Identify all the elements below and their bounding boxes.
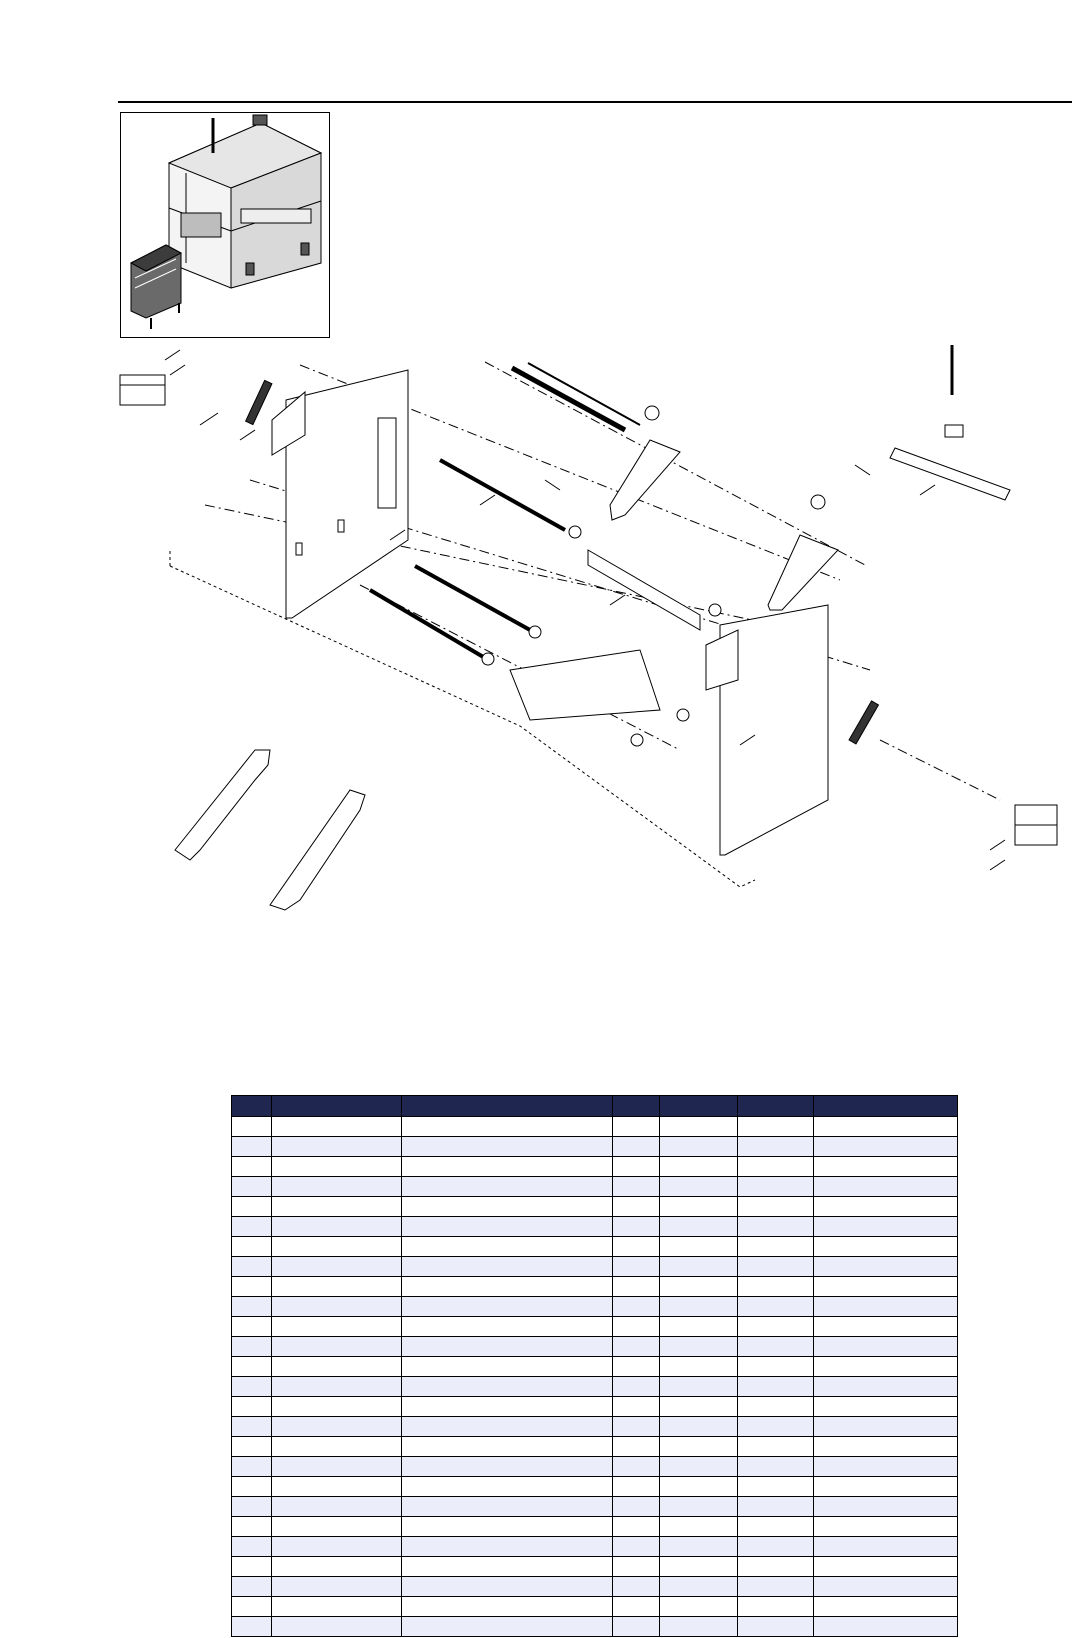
table-cell: [814, 1337, 958, 1357]
table-cell: [232, 1337, 272, 1357]
table-cell: [613, 1597, 660, 1617]
table-row: [232, 1257, 958, 1277]
table-cell: [613, 1557, 660, 1577]
table-row: [232, 1397, 958, 1417]
table-cell: [402, 1377, 613, 1397]
table-cell: [613, 1277, 660, 1297]
table-cell: [402, 1477, 613, 1497]
table-cell: [738, 1377, 814, 1397]
table-cell: [814, 1197, 958, 1217]
table-row: [232, 1217, 958, 1237]
table-cell: [613, 1157, 660, 1177]
table-cell: [402, 1137, 613, 1157]
table-cell: [613, 1517, 660, 1537]
table-cell: [814, 1237, 958, 1257]
table-cell: [613, 1457, 660, 1477]
table-row: [232, 1477, 958, 1497]
table-cell: [738, 1517, 814, 1537]
table-row: [232, 1317, 958, 1337]
table-cell: [738, 1497, 814, 1517]
table-cell: [814, 1397, 958, 1417]
table-cell: [814, 1377, 958, 1397]
table-cell: [814, 1117, 958, 1137]
table-row: [232, 1177, 958, 1197]
table-cell: [402, 1517, 613, 1537]
table-cell: [613, 1297, 660, 1317]
table-row: [232, 1497, 958, 1517]
table-cell: [814, 1157, 958, 1177]
table-row: [232, 1537, 958, 1557]
table-cell: [738, 1357, 814, 1377]
table-cell: [402, 1537, 613, 1557]
table-cell: [660, 1357, 738, 1377]
table-cell: [738, 1477, 814, 1497]
table-cell: [814, 1217, 958, 1237]
table-cell: [814, 1357, 958, 1377]
table-cell: [272, 1177, 402, 1197]
table-cell: [272, 1137, 402, 1157]
table-cell: [232, 1537, 272, 1557]
table-cell: [660, 1137, 738, 1157]
table-cell: [660, 1557, 738, 1577]
table-cell: [814, 1477, 958, 1497]
table-cell: [738, 1557, 814, 1577]
table-cell: [402, 1317, 613, 1337]
table-cell: [814, 1137, 958, 1157]
table-row: [232, 1277, 958, 1297]
table-cell: [660, 1197, 738, 1217]
table-cell: [814, 1497, 958, 1517]
table-row: [232, 1577, 958, 1597]
table-cell: [272, 1397, 402, 1417]
table-cell: [232, 1297, 272, 1317]
table-cell: [402, 1337, 613, 1357]
table-cell: [814, 1597, 958, 1617]
table-cell: [402, 1117, 613, 1137]
table-cell: [272, 1157, 402, 1177]
table-cell: [613, 1417, 660, 1437]
table-cell: [232, 1457, 272, 1477]
table-cell: [272, 1557, 402, 1577]
table-cell: [232, 1497, 272, 1517]
table-cell: [660, 1177, 738, 1197]
table-cell: [402, 1177, 613, 1197]
table-cell: [272, 1217, 402, 1237]
table-cell: [272, 1117, 402, 1137]
table-cell: [738, 1277, 814, 1297]
table-cell: [660, 1237, 738, 1257]
table-cell: [232, 1477, 272, 1497]
table-cell: [613, 1257, 660, 1277]
table-cell: [738, 1397, 814, 1417]
table-cell: [272, 1577, 402, 1597]
table-row: [232, 1617, 958, 1637]
table-header-row: [232, 1096, 958, 1117]
table-cell: [272, 1297, 402, 1317]
table-cell: [272, 1617, 402, 1637]
table-cell: [660, 1597, 738, 1617]
table-row: [232, 1337, 958, 1357]
table-cell: [738, 1197, 814, 1217]
table-cell: [738, 1157, 814, 1177]
table-cell: [814, 1437, 958, 1457]
table-cell: [272, 1237, 402, 1257]
table-cell: [613, 1237, 660, 1257]
table-cell: [738, 1457, 814, 1477]
table-cell: [272, 1477, 402, 1497]
table-cell: [232, 1137, 272, 1157]
table-cell: [613, 1397, 660, 1417]
machine-overview-illustration: [121, 113, 328, 336]
table-cell: [613, 1217, 660, 1237]
table-row: [232, 1237, 958, 1257]
table-cell: [660, 1397, 738, 1417]
table-cell: [738, 1257, 814, 1277]
table-cell: [232, 1397, 272, 1417]
table-cell: [402, 1237, 613, 1257]
table-cell: [814, 1277, 958, 1297]
table-cell: [272, 1197, 402, 1217]
table-cell: [232, 1357, 272, 1377]
table-cell: [232, 1377, 272, 1397]
table-body: [232, 1117, 958, 1637]
table-cell: [272, 1457, 402, 1477]
table-cell: [232, 1597, 272, 1617]
table-cell: [232, 1577, 272, 1597]
table-cell: [232, 1197, 272, 1217]
table-cell: [613, 1197, 660, 1217]
table-cell: [272, 1517, 402, 1537]
table-cell: [814, 1317, 958, 1337]
table-cell: [402, 1557, 613, 1577]
table-cell: [232, 1177, 272, 1197]
table-cell: [613, 1357, 660, 1377]
table-cell: [738, 1297, 814, 1317]
table-cell: [660, 1277, 738, 1297]
table-cell: [738, 1537, 814, 1557]
table-cell: [402, 1417, 613, 1437]
table-row: [232, 1517, 958, 1537]
table-cell: [613, 1377, 660, 1397]
table-cell: [814, 1517, 958, 1537]
table-cell: [660, 1577, 738, 1597]
table-cell: [272, 1437, 402, 1457]
table-cell: [232, 1557, 272, 1577]
table-row: [232, 1157, 958, 1177]
table-cell: [660, 1477, 738, 1497]
table-cell: [272, 1337, 402, 1357]
table-cell: [402, 1357, 613, 1377]
table-row: [232, 1117, 958, 1137]
table-cell: [660, 1117, 738, 1137]
table-cell: [272, 1257, 402, 1277]
table-cell: [402, 1157, 613, 1177]
table-cell: [402, 1437, 613, 1457]
table-cell: [613, 1317, 660, 1337]
table-cell: [613, 1337, 660, 1357]
table-cell: [613, 1117, 660, 1137]
table-row: [232, 1597, 958, 1617]
table-cell: [232, 1317, 272, 1337]
table-cell: [814, 1537, 958, 1557]
table-row: [232, 1377, 958, 1397]
exploded-view-diagram: [0, 340, 1089, 960]
table-cell: [814, 1577, 958, 1597]
table-cell: [814, 1417, 958, 1437]
table-cell: [272, 1377, 402, 1397]
table-cell: [660, 1517, 738, 1537]
table-cell: [272, 1417, 402, 1437]
table-cell: [402, 1577, 613, 1597]
table-row: [232, 1297, 958, 1317]
table-cell: [738, 1337, 814, 1357]
table-cell: [660, 1217, 738, 1237]
table-cell: [660, 1497, 738, 1517]
table-cell: [402, 1617, 613, 1637]
table-cell: [402, 1397, 613, 1417]
table-cell: [232, 1517, 272, 1537]
table-cell: [232, 1117, 272, 1137]
table-cell: [814, 1457, 958, 1477]
table-cell: [738, 1417, 814, 1437]
table-cell: [232, 1417, 272, 1437]
table-cell: [660, 1417, 738, 1437]
table-cell: [660, 1297, 738, 1317]
table-cell: [660, 1437, 738, 1457]
table-cell: [402, 1217, 613, 1237]
table-cell: [402, 1297, 613, 1317]
table-cell: [814, 1177, 958, 1197]
table-cell: [814, 1297, 958, 1317]
table-cell: [660, 1257, 738, 1277]
table-cell: [738, 1177, 814, 1197]
table-cell: [613, 1437, 660, 1457]
table-cell: [660, 1537, 738, 1557]
table-cell: [272, 1597, 402, 1617]
table-cell: [232, 1237, 272, 1257]
table-cell: [402, 1197, 613, 1217]
table-cell: [660, 1457, 738, 1477]
table-cell: [232, 1437, 272, 1457]
table-cell: [613, 1617, 660, 1637]
table-cell: [272, 1277, 402, 1297]
table-row: [232, 1137, 958, 1157]
table-cell: [660, 1337, 738, 1357]
table-cell: [738, 1577, 814, 1597]
table-cell: [613, 1537, 660, 1557]
table-cell: [232, 1277, 272, 1297]
table-cell: [613, 1137, 660, 1157]
table-cell: [402, 1257, 613, 1277]
table-cell: [660, 1157, 738, 1177]
table-cell: [232, 1217, 272, 1237]
table-row: [232, 1457, 958, 1477]
table-cell: [738, 1117, 814, 1137]
table-cell: [272, 1497, 402, 1517]
table-cell: [232, 1617, 272, 1637]
table-row: [232, 1437, 958, 1457]
parts-list-table: [231, 1095, 958, 1637]
table-cell: [738, 1317, 814, 1337]
table-cell: [402, 1597, 613, 1617]
table-cell: [613, 1177, 660, 1197]
header-rule: [118, 101, 1072, 103]
table-cell: [738, 1137, 814, 1157]
table-cell: [272, 1357, 402, 1377]
table-cell: [613, 1497, 660, 1517]
table-row: [232, 1557, 958, 1577]
table-cell: [402, 1497, 613, 1517]
table-cell: [613, 1477, 660, 1497]
table-row: [232, 1197, 958, 1217]
table-cell: [814, 1557, 958, 1577]
machine-overview-inset: [120, 112, 330, 338]
table-cell: [738, 1597, 814, 1617]
table-cell: [738, 1617, 814, 1637]
table-cell: [232, 1257, 272, 1277]
table-cell: [738, 1217, 814, 1237]
table-cell: [738, 1437, 814, 1457]
table-row: [232, 1357, 958, 1377]
table-cell: [232, 1157, 272, 1177]
table-cell: [814, 1617, 958, 1637]
table-cell: [738, 1237, 814, 1257]
table-cell: [660, 1617, 738, 1637]
table-cell: [402, 1457, 613, 1477]
table-cell: [814, 1257, 958, 1277]
table-cell: [613, 1577, 660, 1597]
table-cell: [402, 1277, 613, 1297]
table-cell: [660, 1317, 738, 1337]
table-row: [232, 1417, 958, 1437]
table-cell: [272, 1317, 402, 1337]
table-cell: [660, 1377, 738, 1397]
table-cell: [272, 1537, 402, 1557]
